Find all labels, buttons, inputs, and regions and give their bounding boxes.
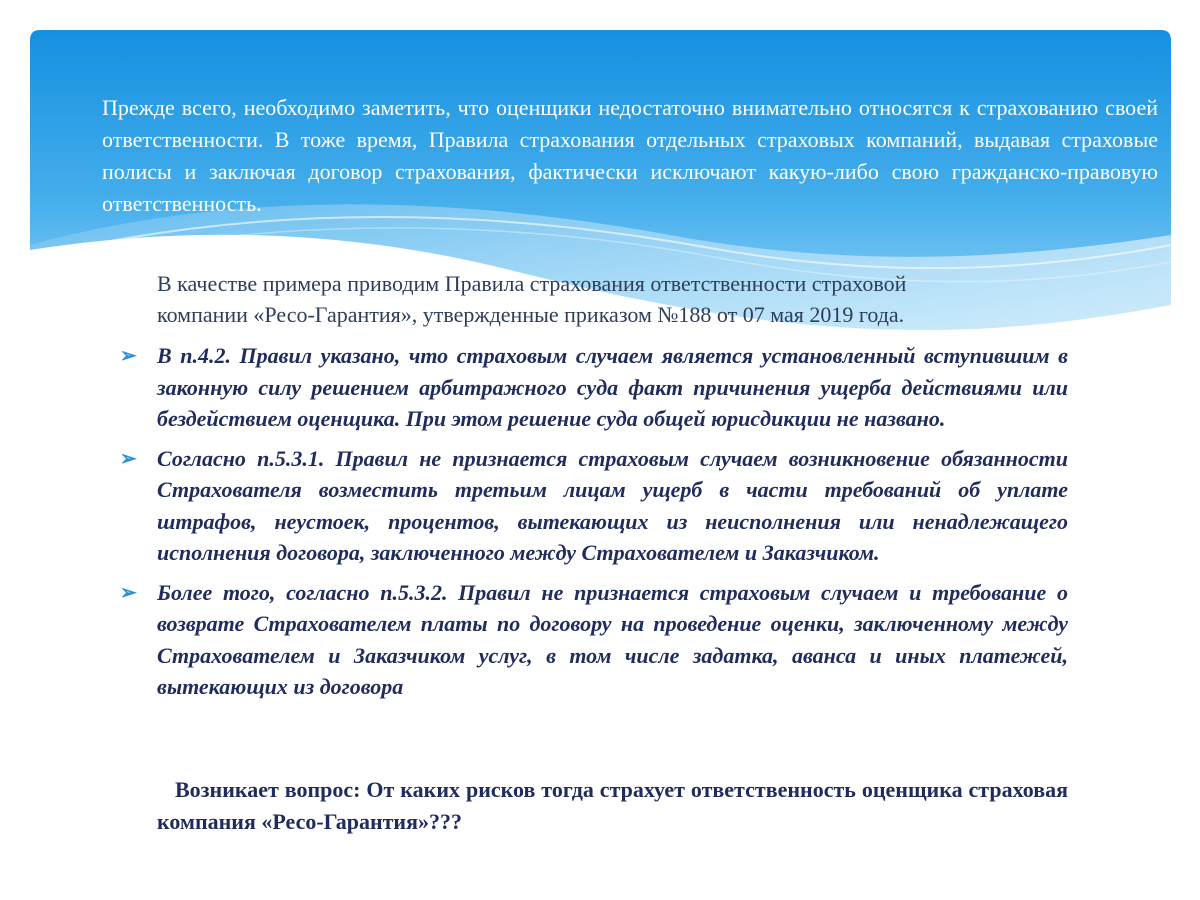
bullet-item [120, 443, 1068, 569]
arrow-bullet-icon: ➢ [120, 581, 137, 604]
banner-paragraph: Прежде всего, необходимо заметить, что оценщики недостаточно внимательно относятся к страхованию своей ответственности. В тоже время, Правила страхования отдельных страховых компаний, выдавая страховые полисы и заключая договор страхования, фактически исключают какую-либо свою гражданско-правовую ответственность. [102, 95, 1158, 216]
conclusion-question: Возникает вопрос: От каких рисков тогда страхует ответственность оценщика страховая компания «Ресо-Гарантия»??? [157, 777, 1068, 834]
arrow-bullet-icon: ➢ [120, 447, 137, 470]
bullet-text: В п.4.2. Правил указано, что страховым случаем является установленный вступившим в законную силу решением арбитражного суда факт причинения ущерба действиями или бездействием оценщика. При этом решение суда общей юрисдикции не названо. [157, 343, 1068, 431]
bullet-text: Более того, согласно п.5.3.2. Правил не признается страховым случаем и требование о возврате Страхователем платы по договору на проведение оценки, заключенному между Страхователем и Заказчиком услуг, в том числе задатка, аванса и иных платежей, вытекающих из договора [157, 579, 1068, 699]
intro-line-1: В качестве примера приводим Правила страхования ответственности страховой [157, 271, 907, 296]
intro-line-2: компании «Ресо-Гарантия», утвержденные приказом №188 от 07 мая 2019 года. [157, 302, 905, 327]
bullet-list [120, 340, 1068, 711]
intro-paragraph [157, 268, 1068, 330]
bullet-text: Согласно п.5.3.1. Правил не признается страховым случаем возникновение обязанности Страхователя возместить третьим лицам ущерб в части требований об уплате штрафов, неустоек, процентов, вытекающих из неисполнения или ненадлежащего исполнения договора, заключенного между Страхователем и Заказчиком. [157, 445, 1068, 565]
bullet-item [120, 340, 1068, 435]
bullet-item [120, 577, 1068, 703]
arrow-bullet-icon: ➢ [120, 345, 137, 367]
